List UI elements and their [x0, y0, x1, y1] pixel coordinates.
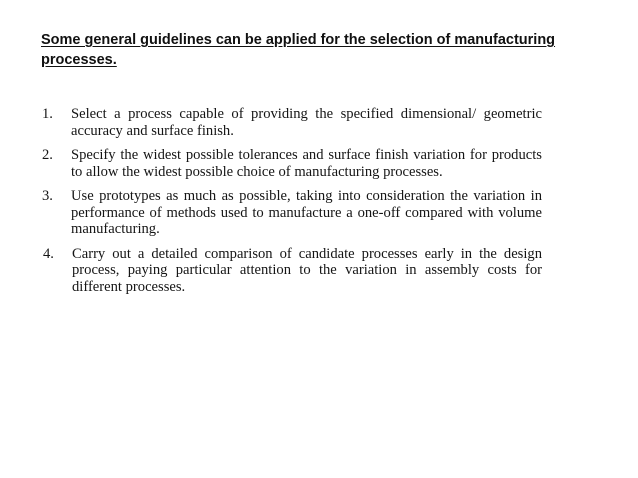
- item-text: Specify the widest possible tolerances and surface finish variation for products to allow the widest possible choice of manufacturing processes.: [71, 147, 542, 180]
- item-number: 3.: [42, 188, 53, 204]
- item-number: 2.: [42, 147, 53, 163]
- item-number: 4.: [43, 245, 54, 262]
- guideline-list: [42, 106, 542, 303]
- item-text: Select a process capable of providing the specified dimensional/ geometric accuracy and surface finish.: [71, 106, 542, 139]
- item-number: 1.: [42, 106, 53, 122]
- guideline-item-3: [42, 188, 542, 238]
- slide-heading: Some general guidelines can be applied for the selection of manufacturing processes.: [41, 32, 556, 68]
- item-text: Carry out a detailed comparison of candidate processes early in the design process, paying particular attention to the variation in assembly costs for different processes.: [72, 245, 542, 295]
- guideline-item-4: [43, 246, 542, 296]
- guideline-item-1: [42, 106, 542, 139]
- item-text: Use prototypes as much as possible, taking into consideration the variation in performance of methods used to manufacture a one-off compared with volume manufacturing.: [71, 188, 542, 237]
- guideline-item-2: [42, 147, 542, 180]
